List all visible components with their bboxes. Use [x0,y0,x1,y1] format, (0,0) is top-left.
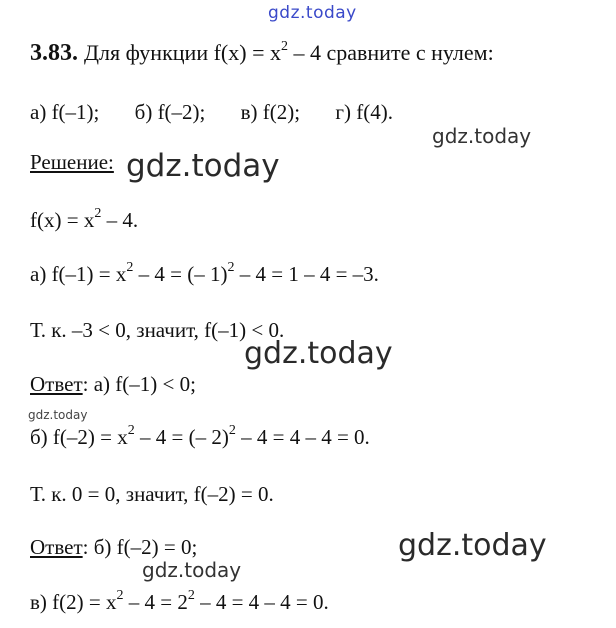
answer-text: : б) f(–2) = 0; [82,535,198,559]
watermark-top: gdz.today [268,3,357,23]
exponent: 2 [187,588,195,603]
watermark: gdz.today [142,558,242,582]
watermark: gdz.today [126,148,280,184]
fdef-text: – 4. [101,208,139,232]
calc-text: – 4 = 4 – 4 = 0. [235,425,370,449]
exponent: 2 [116,588,124,603]
fdef-text: f(x) = x [30,208,95,232]
task-text: Для функции f(x) = x [84,40,281,65]
exponent: 2 [280,38,288,54]
task-statement [30,40,494,67]
calc-text: – 4 = 2 [123,590,188,614]
task-options [30,100,423,125]
watermark: gdz.today [28,408,88,422]
exponent: 2 [127,423,135,438]
watermark: gdz.today [244,336,393,371]
answer-label: Ответ [30,535,83,559]
task-text: – 4 сравните с нулем: [287,40,494,65]
answer-a [30,372,196,397]
calc-text: – 4 = (– 1) [133,262,228,286]
solution-v [30,590,329,615]
calc-text: – 4 = 4 – 4 = 0. [194,590,329,614]
conclusion-a: Т. к. –3 < 0, значит, f(–1) < 0. [30,318,285,342]
calc-text: а) f(–1) = x [30,262,127,286]
task-number: 3.83. [30,40,78,66]
function-definition [30,208,138,233]
watermark: gdz.today [398,528,547,563]
solution-b [30,425,370,450]
conclusion-b: Т. к. 0 = 0, значит, f(–2) = 0. [30,482,274,506]
answer-text: : а) f(–1) < 0; [82,372,196,396]
watermark: gdz.today [432,124,532,148]
answer-label: Ответ [30,372,83,396]
option-v: в) f(2); [240,100,301,124]
answer-b [30,535,197,560]
exponent: 2 [227,260,235,275]
option-a: а) f(–1); [30,100,100,124]
solution-a [30,262,379,287]
calc-text: б) f(–2) = x [30,425,128,449]
option-b: б) f(–2); [134,100,206,124]
exponent: 2 [126,260,134,275]
exponent: 2 [228,423,236,438]
calc-text: в) f(2) = x [30,590,117,614]
calc-text: – 4 = (– 2) [134,425,229,449]
calc-text: – 4 = 1 – 4 = –3. [234,262,379,286]
option-g: г) f(4). [335,100,393,124]
solution-heading: Решение: [30,150,114,174]
exponent: 2 [94,206,102,221]
